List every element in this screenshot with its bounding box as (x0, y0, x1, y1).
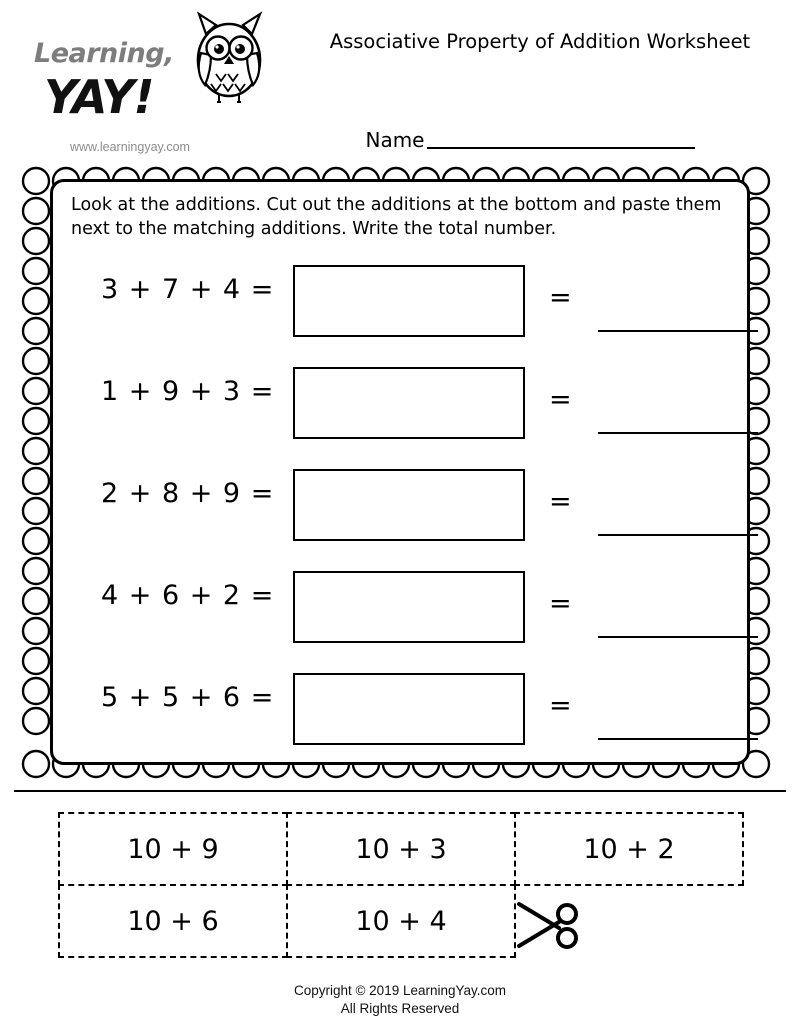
problem-row (53, 664, 753, 766)
problem-expression: 3 + 7 + 4 = (101, 274, 275, 305)
equals-sign: = (549, 282, 572, 313)
answer-blank[interactable] (598, 738, 758, 740)
instructions-text: Look at the additions. Cut out the additions at the bottom and paste them next to the matching additions. Write the total number. (71, 195, 722, 239)
owl-icon (186, 8, 276, 113)
scissors-icon (513, 894, 585, 956)
answer-blank[interactable] (598, 636, 758, 638)
paste-target-box[interactable] (293, 265, 525, 337)
answer-blank[interactable] (598, 330, 758, 332)
problem-expression: 4 + 6 + 2 = (101, 580, 275, 611)
cutout-card[interactable]: 10 + 6 (58, 884, 288, 958)
answer-blank[interactable] (598, 432, 758, 434)
paste-target-box[interactable] (293, 469, 525, 541)
brand-logo (26, 8, 266, 158)
cutout-section (58, 812, 748, 970)
problem-expression: 1 + 9 + 3 = (101, 376, 275, 407)
problem-row (53, 562, 753, 664)
equals-sign: = (549, 690, 572, 721)
equals-sign: = (549, 384, 572, 415)
name-label: Name (365, 128, 425, 152)
problem-expression: 2 + 8 + 9 = (101, 478, 275, 509)
paste-target-box[interactable] (293, 673, 525, 745)
equals-sign: = (549, 486, 572, 517)
cutout-card[interactable]: 10 + 4 (286, 884, 516, 958)
problem-list (53, 256, 753, 766)
problems-card (50, 179, 750, 765)
cut-divider-line (14, 790, 786, 792)
logo-url: www.learningyay.com (70, 140, 190, 154)
problem-row (53, 256, 753, 358)
worksheet-header (0, 0, 800, 160)
problems-panel (14, 163, 786, 783)
problem-row (53, 460, 753, 562)
answer-blank[interactable] (598, 534, 758, 536)
copyright-text: Copyright © 2019 LearningYay.com (293, 983, 507, 998)
name-input-blank[interactable] (427, 130, 695, 149)
rights-text: All Rights Reserved (340, 1001, 460, 1017)
page-footer (0, 982, 800, 1018)
page-title: Associative Property of Addition Worksheet (329, 30, 751, 53)
logo-text-yay: YAY! (44, 70, 154, 124)
problem-expression: 5 + 5 + 6 = (101, 682, 275, 713)
paste-target-box[interactable] (293, 571, 525, 643)
logo-text-learning: Learning, (34, 38, 174, 69)
cutout-card[interactable]: 10 + 2 (514, 812, 744, 886)
equals-sign: = (549, 588, 572, 619)
name-field-row (300, 128, 760, 152)
cutout-card[interactable]: 10 + 9 (58, 812, 288, 886)
cutout-card[interactable]: 10 + 3 (286, 812, 516, 886)
problem-row (53, 358, 753, 460)
paste-target-box[interactable] (293, 367, 525, 439)
